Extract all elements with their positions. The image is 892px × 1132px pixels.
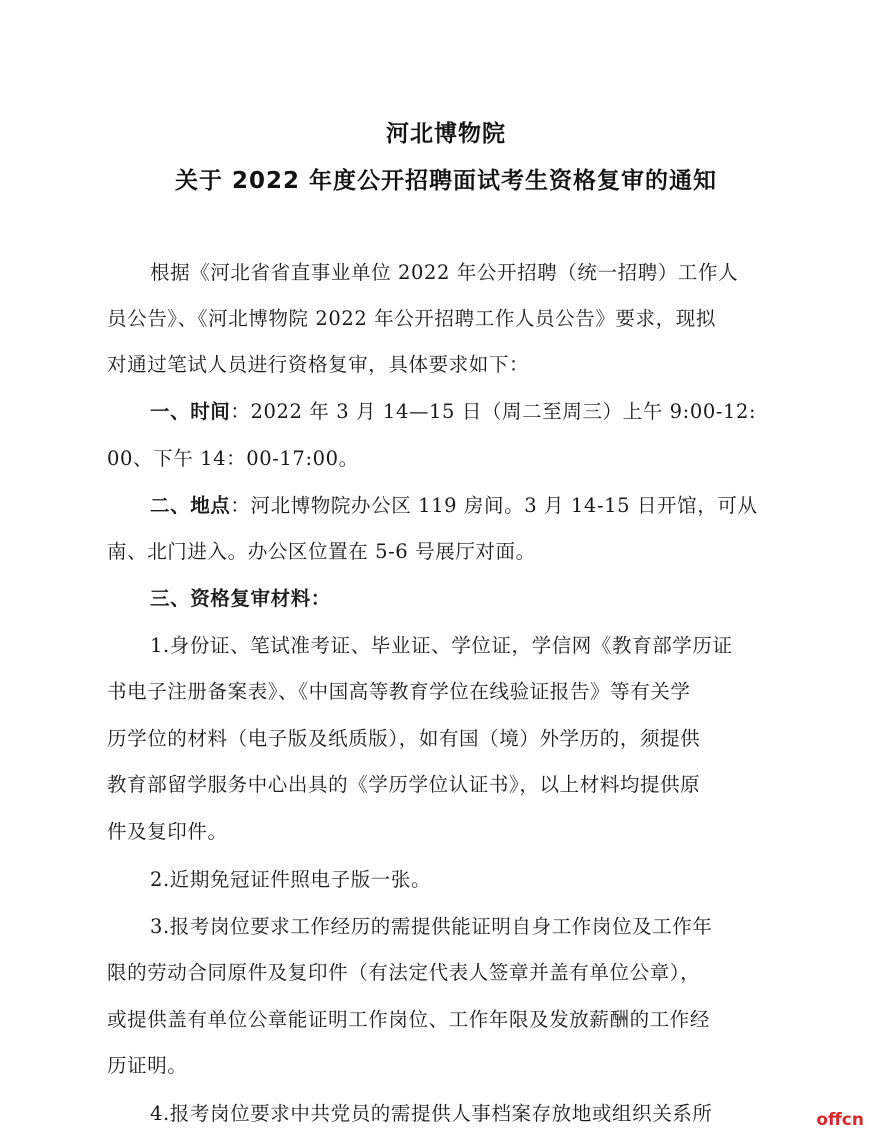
place-line-2: 南、北门进入。办公区位置在 5-6 号展厅对面。 [107,540,536,563]
item2-line-1: 2.近期免冠证件照电子版一张。 [150,868,432,891]
item3-line-3: 或提供盖有单位公章能证明工作岗位、工作年限及发放薪酬的工作经 [107,1008,711,1031]
offcn-watermark-logo: offcn [816,1110,864,1130]
item1-line-4: 教育部留学服务中心出具的《学历学位认证书》，以上材料均提供原 [107,773,701,796]
item1-line-3: 历学位的材料（电子版及纸质版），如有国（境）外学历的，须提供 [107,727,701,750]
place-text: ：河北博物院办公区 119 房间。3 月 14-15 日开馆，可从 [230,494,758,517]
notice-title: 关于 2022 年度公开招聘面试考生资格复审的通知 [174,168,718,194]
item3-line-1: 3.报考岗位要求工作经历的需提供能证明自身工作岗位及工作年 [150,915,713,938]
place-label: 二、地点 [150,494,231,517]
item1-line-5: 件及复印件。 [107,820,228,843]
item3-line-2: 限的劳动合同原件及复印件（有法定代表人签章并盖有单位公章）， [107,961,701,984]
time-text: ：2022 年 3 月 14—15 日（周二至周三）上午 9:00-12: [230,400,757,423]
time-label: 一、时间 [150,400,231,423]
item1-line-1: 1.身份证、笔试准考证、毕业证、学位证，学信网《教育部学历证 [150,634,733,657]
intro-line-1: 根据《河北省省直事业单位 2022 年公开招聘（统一招聘）工作人 [150,261,739,284]
organization-title: 河北博物院 [386,121,506,147]
item1-line-2: 书电子注册备案表》、《中国高等教育学位在线验证报告》等有关学 [107,680,691,703]
item3-line-4: 历证明。 [107,1054,188,1077]
item4-line-1: 4.报考岗位要求中共党员的需提供人事档案存放地或组织关系所 [150,1102,713,1125]
intro-line-2: 员公告》、《河北博物院 2022 年公开招聘工作人员公告》要求，现拟 [107,307,716,330]
intro-line-3: 对通过笔试人员进行资格复审，具体要求如下： [107,353,530,376]
place-line-1 [150,492,758,520]
time-line-1 [150,398,756,426]
time-line-2: 00、下午 14：00-17:00。 [107,447,359,470]
materials-heading: 三、资格复审材料： [150,587,331,610]
